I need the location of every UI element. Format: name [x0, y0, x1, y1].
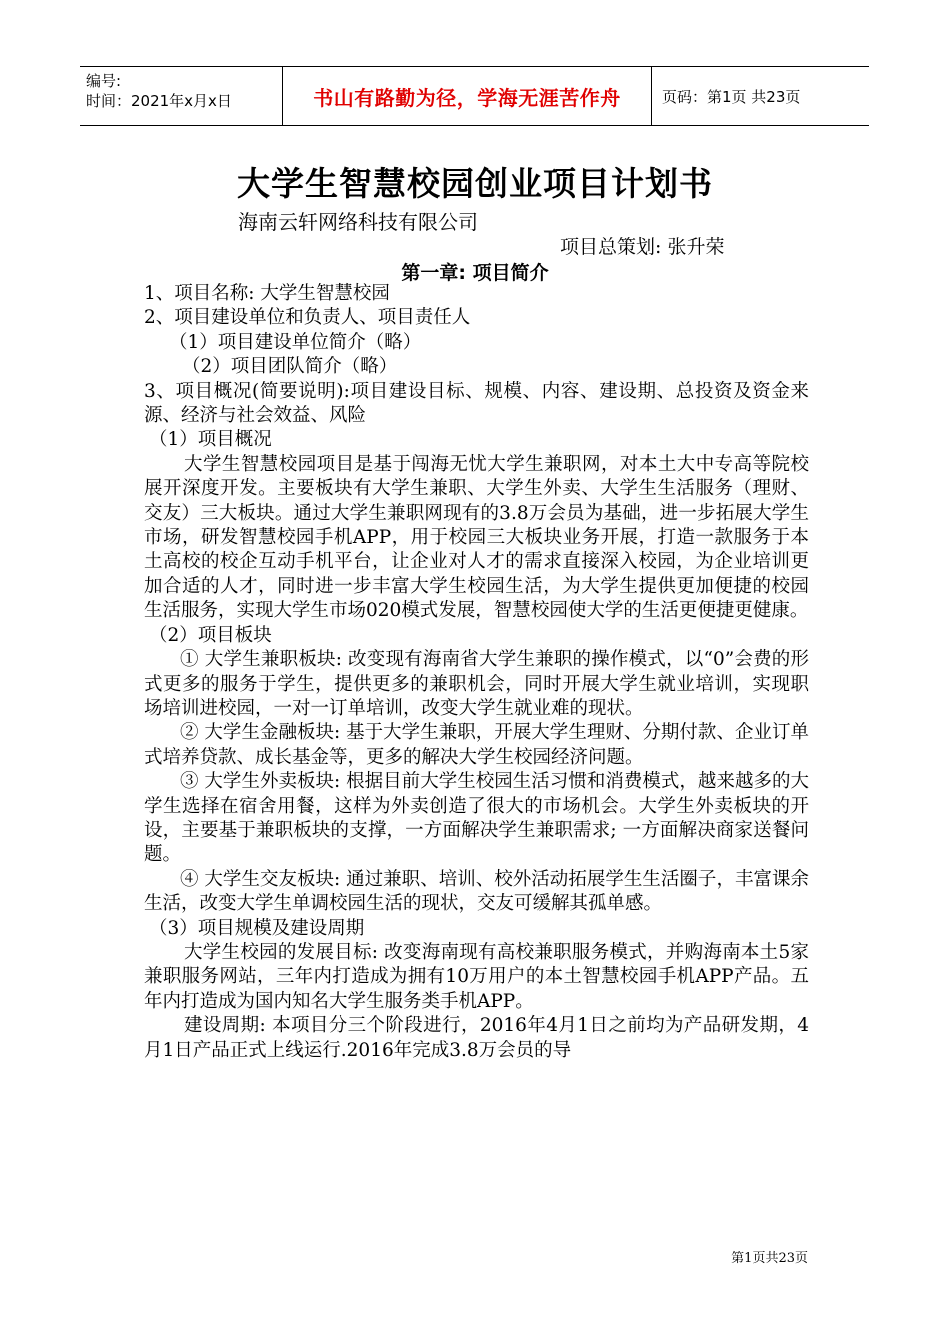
time-label: 时间：2021年x月x日	[86, 92, 232, 110]
section-modules-heading: （2）项目板块	[149, 624, 272, 646]
project-planner: 项目总策划: 张升荣	[560, 236, 725, 258]
item-project-name: 1、项目名称: 大学生智慧校园	[144, 283, 390, 304]
item-project-unit: 2、项目建设单位和负责人、项目责任人	[144, 307, 471, 329]
page-footer: 第1页共23页	[731, 1251, 808, 1266]
scale-period-paragraph: 建设周期: 本项目分三个阶段进行，2016年4月1日之前均为产品研发期，4月1日产品正式上线运行.2016年完成3.8万会员的导	[144, 1015, 809, 1061]
document-title: 大学生智慧校园创业项目计划书	[237, 164, 713, 203]
section-overview-heading: （1）项目概况	[149, 429, 272, 451]
module-takeout-paragraph: ③ 大学生外卖板块: 根据目前大学生校园生活习惯和消费模式，越来越多的大学生选择在宿舍用餐，这样为外卖创造了很大的市场机会。大学生外卖板块的开设，主要基于兼职板块的支撑，一方面解决学生兼职需求; 一方面解决商家送餐问题。	[144, 771, 809, 866]
number-label: 编号:	[86, 72, 122, 90]
header-table	[80, 66, 869, 126]
header-motto: 书山有路勤为径，学海无涯苦作舟	[282, 67, 652, 125]
module-parttime-paragraph: ① 大学生兼职板块: 改变现有海南省大学生兼职的操作模式，以“0”会费的形式更多的服务于学生，提供更多的兼职机会，同时开展大学生就业培训，实现职场培训进校园，一对一订单培训，改变大学生就业难的现状。	[144, 649, 809, 719]
item-team-intro: （2）项目团队简介（略）	[182, 356, 398, 378]
document-body	[144, 282, 809, 1063]
section-scale-heading: （3）项目规模及建设周期	[149, 917, 365, 939]
company-name: 海南云轩网络科技有限公司	[238, 210, 478, 234]
module-finance-paragraph: ② 大学生金融板块: 基于大学生兼职，开展大学生理财、分期付款、企业订单式培养贷款、成长基金等，更多的解决大学生校园经济问题。	[144, 722, 809, 768]
header-page-info: 页码：第1页 共23页	[662, 87, 801, 106]
module-social-paragraph: ④ 大学生交友板块: 通过兼职、培训、校外活动拓展学生生活圈子，丰富课余生活，改变大学生单调校园生活的现状，交友可缓解其孤单感。	[144, 868, 809, 915]
item-unit-intro: （1）项目建设单位简介（略）	[169, 331, 422, 353]
chapter-heading: 第一章: 项目简介	[401, 262, 549, 284]
item-overview: 3、项目概况(简要说明):项目建设目标、规模、内容、建设期、总投资及资金来源、经济与社会效益、风险	[144, 380, 809, 427]
section-overview-paragraph: 大学生智慧校园项目是基于闯海无忧大学生兼职网，对本土大中专高等院校展开深度开发。主要板块有大学生兼职、大学生外卖、大学生生活服务（理财、交友）三大板块。通过大学生兼职网现有的3.8万会员为基础，进一步拓展大学生市场，研发智慧校园手机APP，用于校园三大板块业务开展，打造一款服务于本土高校的校企互动手机平台，让企业对人才的需求直接深入校园，为企业培训更加合适的人才，同时进一步丰富大学生校园生活，为大学生提供更加便捷的校园生活服务，实现大学生市场020模式发展，智慧校园使大学的生活更便捷更健康。	[144, 453, 809, 622]
header-meta-cell	[80, 67, 282, 125]
scale-goal-paragraph: 大学生校园的发展目标: 改变海南现有高校兼职服务模式，并购海南本土5家兼职服务网站，三年内打造成为拥有10万用户的本土智慧校园手机APP产品。五年内打造成为国内知名大学生服务类手机APP。	[144, 941, 809, 1012]
